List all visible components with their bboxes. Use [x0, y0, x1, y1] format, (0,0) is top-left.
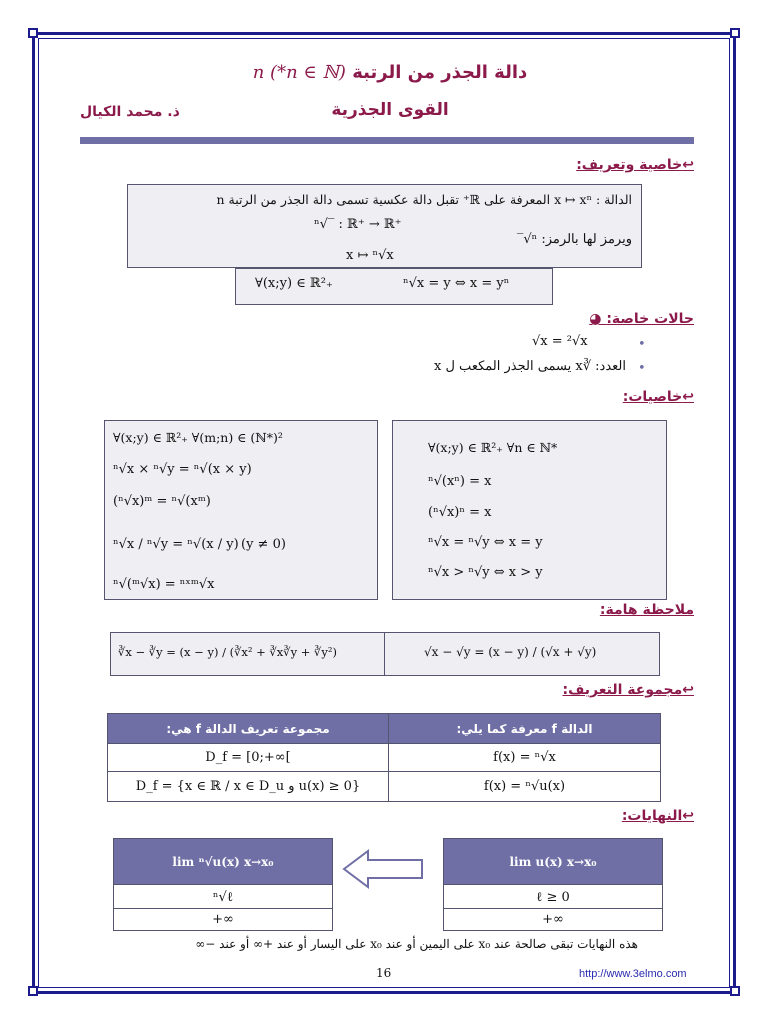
frame-corner [28, 986, 38, 996]
table-row [444, 885, 663, 909]
properties-left-4: ⁿ√(ᵐ√x) = ⁿˣᵐ√x [113, 577, 215, 592]
return-arrow-icon: ↩ [682, 682, 694, 698]
limit-cell: +∞ [114, 909, 333, 931]
title-text: دالة الجذر من الرتبة [352, 62, 528, 83]
frame-corner [28, 28, 38, 38]
return-arrow-icon: ↩ [682, 157, 694, 173]
definition-symbol-label: ويرمز لها بالرمز: ⁿ√‾ [516, 232, 632, 247]
special-item-2: العدد: ∛x يسمى الجذر المكعب ل x [434, 359, 626, 374]
limits-footnote: هذه النهايات تبقى صالحة عند x₀ على اليمين أو عند x₀ على اليسار أو عند +∞ أو عند −∞ [195, 937, 638, 951]
properties-right-2: (ⁿ√x)ⁿ = x [428, 505, 492, 520]
author-name: ذ. محمد الكيال [80, 104, 180, 120]
bullet-dot-icon: • [638, 361, 646, 376]
definition-line-1: الدالة : x ↦ xⁿ المعرفة على ℝ⁺ تقبل دالة عكسية تسمى دالة الجذر من الرتبة n [216, 192, 632, 207]
limits-table-right [443, 838, 663, 931]
definition-map-2: x ↦ ⁿ√x [346, 248, 394, 263]
bullet-icon: ◕ [589, 311, 602, 327]
table-row [114, 909, 333, 931]
properties-left-3: ⁿ√x / ⁿ√y = ⁿ√(x / y) [113, 537, 239, 552]
return-arrow-icon: ↩ [682, 389, 694, 405]
properties-box-left [104, 420, 378, 600]
equivalence-quantifier: ∀(x;y) ∈ ℝ²₊ [255, 276, 333, 291]
limit-cell: ℓ ≥ 0 [444, 885, 663, 909]
properties-left-1: ⁿ√x × ⁿ√y = ⁿ√(x × y) [113, 462, 252, 477]
function-cell: f(x) = ⁿ√x [389, 744, 661, 772]
page-subtitle: القوى الجذرية [331, 100, 449, 120]
frame-corner [730, 986, 740, 996]
section-heading-domain: ↩مجموعة التعريف: [562, 682, 694, 698]
site-url[interactable]: http://www.3elmo.com [579, 968, 687, 980]
section-heading-properties: ↩خاصيات: [622, 389, 694, 405]
limits-right-header: lim u(x) x→x₀ [444, 839, 663, 885]
properties-left-quantifier: ∀(x;y) ∈ ℝ²₊ ∀(m;n) ∈ (ℕ*)² [113, 430, 283, 445]
section-heading-limits: ↩النهايات: [621, 808, 694, 824]
domain-cell: D_f = {x ∈ ℝ / x ∈ D_u و u(x) ≥ 0} [108, 772, 389, 802]
domain-cell: D_f = [0;+∞[ [108, 744, 389, 772]
function-cell: f(x) = ⁿ√u(x) [389, 772, 661, 802]
page-number: 16 [376, 966, 392, 980]
properties-right-4: ⁿ√x > ⁿ√y ⇔ x > y [428, 565, 543, 580]
limit-cell: +∞ [444, 909, 663, 931]
limit-cell: ⁿ√ℓ [114, 885, 333, 909]
limits-table-left [113, 838, 333, 931]
section-heading-note: ملاحظة هامة: [599, 602, 694, 618]
bullet-dot-icon: • [638, 337, 646, 352]
note-formula-right: √x − √y = (x − y) / (√x + √y) [424, 645, 597, 659]
domain-table-header-right: الدالة f معرفة كما يلي: [389, 714, 661, 744]
title-math: (n ∈ ℕ*) n [252, 62, 346, 83]
domain-table [107, 713, 661, 802]
section-heading-special: حالات خاصة: ◕ [589, 311, 694, 327]
properties-left-3-condition: (y ≠ 0) [241, 537, 286, 552]
frame-corner [730, 28, 740, 38]
section-heading-definition: ↩خاصية وتعريف: [576, 157, 694, 173]
domain-table-header-left: مجموعة تعريف الدالة f هي: [108, 714, 389, 744]
note-formula-left: ∛x − ∛y = (x − y) / (∛x² + ∛x∛y + ∛y²) [118, 645, 337, 659]
properties-left-2: (ⁿ√x)ᵐ = ⁿ√(xᵐ) [113, 494, 211, 509]
definition-map: ⁿ√‾ : ℝ⁺ → ℝ⁺ [314, 217, 402, 232]
properties-right-3: ⁿ√x = ⁿ√y ⇔ x = y [428, 535, 543, 550]
properties-right-quantifier: ∀(x;y) ∈ ℝ²₊ ∀n ∈ ℕ* [428, 440, 558, 455]
equivalence-formula: ⁿ√x = y ⇔ x = yⁿ [403, 276, 510, 291]
left-arrow-icon [342, 848, 426, 890]
table-row [444, 909, 663, 931]
return-arrow-icon: ↩ [682, 808, 694, 824]
table-row [108, 772, 661, 802]
page-title [240, 62, 540, 83]
properties-right-1: ⁿ√(xⁿ) = x [428, 474, 492, 489]
table-row [114, 885, 333, 909]
limits-left-header: lim ⁿ√u(x) x→x₀ [114, 839, 333, 885]
header-rule [80, 137, 694, 144]
table-row [108, 744, 661, 772]
special-item-1: √x = ²√x [532, 334, 588, 349]
